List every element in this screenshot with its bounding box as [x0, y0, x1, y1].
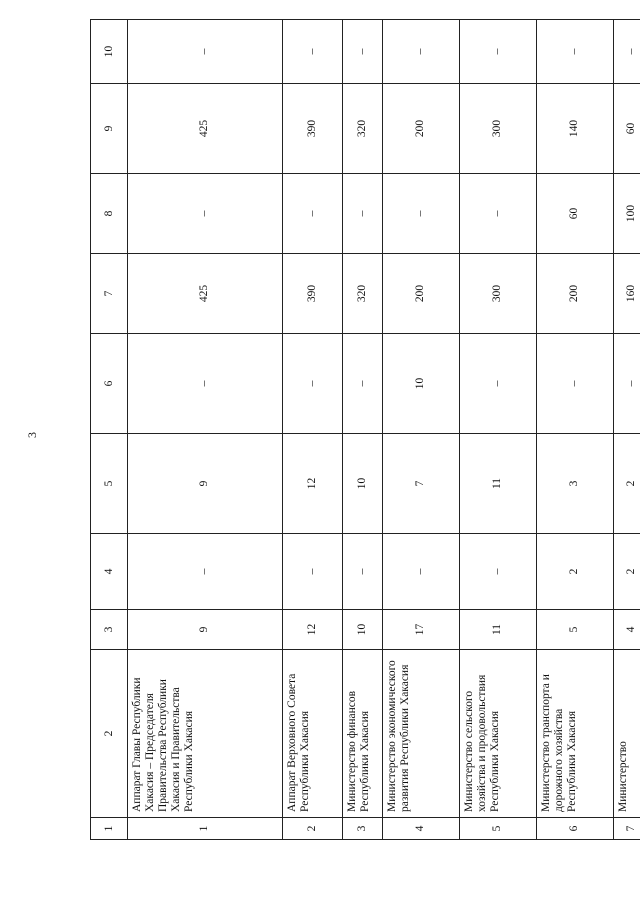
value-cell-col4: – — [128, 534, 282, 610]
table-row — [459, 20, 536, 840]
table-row — [342, 20, 382, 840]
value-cell-col5: 7 — [382, 434, 459, 534]
header-cell-4: 4 — [91, 534, 128, 610]
header-cell-7: 7 — [91, 254, 128, 334]
header-cell-2: 2 — [91, 650, 128, 818]
value-cell-col8: – — [382, 174, 459, 254]
header-row — [91, 20, 128, 840]
value-cell-col8: 100 — [613, 174, 640, 254]
value-cell-col8: – — [128, 174, 282, 254]
table-row — [282, 20, 342, 840]
value-cell-col3: 17 — [382, 610, 459, 650]
header-cell-9: 9 — [91, 84, 128, 174]
value-cell-col6: – — [282, 334, 342, 434]
value-cell-col8: – — [459, 174, 536, 254]
value-cell-col6: – — [459, 334, 536, 434]
data-table — [90, 19, 640, 840]
organization-name-cell: Министерство транспорта и дорожного хозяйства Республики Хакасия — [536, 650, 613, 818]
value-cell-col10: – — [128, 20, 282, 84]
value-cell-col5: 12 — [282, 434, 342, 534]
table-rotator — [90, 20, 640, 840]
value-cell-col8: 60 — [536, 174, 613, 254]
organization-name-cell: Министерство экономического развития Республики Хакасия — [382, 650, 459, 818]
table-row — [613, 20, 640, 840]
header-cell-1: 1 — [91, 818, 128, 840]
value-cell-col9: 60 — [613, 84, 640, 174]
value-cell-col9: 300 — [459, 84, 536, 174]
value-cell-col10: – — [382, 20, 459, 84]
organization-name-cell: Аппарат Главы Республики Хакасия – Председателя Правительства Республики Хакасия и Правительства Республики Хакасия — [128, 650, 282, 818]
value-cell-col9: 390 — [282, 84, 342, 174]
value-cell-col3: 10 — [342, 610, 382, 650]
value-cell-col5: 9 — [128, 434, 282, 534]
value-cell-col9: 425 — [128, 84, 282, 174]
organization-name-cell: Министерство — [613, 650, 640, 818]
header-cell-3: 3 — [91, 610, 128, 650]
header-cell-5: 5 — [91, 434, 128, 534]
value-cell-col8: – — [342, 174, 382, 254]
value-cell-col6: – — [128, 334, 282, 434]
value-cell-col5: 2 — [613, 434, 640, 534]
row-number-cell: 7 — [613, 818, 640, 840]
value-cell-col5: 10 — [342, 434, 382, 534]
value-cell-col9: 140 — [536, 84, 613, 174]
value-cell-col3: 9 — [128, 610, 282, 650]
value-cell-col4: – — [459, 534, 536, 610]
value-cell-col4: – — [342, 534, 382, 610]
row-number-cell: 1 — [128, 818, 282, 840]
value-cell-col3: 5 — [536, 610, 613, 650]
value-cell-col9: 320 — [342, 84, 382, 174]
value-cell-col10: – — [613, 20, 640, 84]
value-cell-col4: – — [382, 534, 459, 610]
value-cell-col7: 160 — [613, 254, 640, 334]
value-cell-col9: 200 — [382, 84, 459, 174]
row-number-cell: 6 — [536, 818, 613, 840]
table-row — [382, 20, 459, 840]
value-cell-col7: 320 — [342, 254, 382, 334]
value-cell-col6: – — [613, 334, 640, 434]
organization-name-cell: Министерство финансов Республики Хакасия — [342, 650, 382, 818]
value-cell-col7: 390 — [282, 254, 342, 334]
value-cell-col10: – — [342, 20, 382, 84]
value-cell-col6: – — [536, 334, 613, 434]
value-cell-col7: 425 — [128, 254, 282, 334]
value-cell-col6: 10 — [382, 334, 459, 434]
table-container — [90, 20, 640, 840]
value-cell-col5: 3 — [536, 434, 613, 534]
value-cell-col7: 200 — [536, 254, 613, 334]
row-number-cell: 2 — [282, 818, 342, 840]
value-cell-col6: – — [342, 334, 382, 434]
value-cell-col8: – — [282, 174, 342, 254]
page-number: 3 — [25, 432, 39, 438]
organization-name-cell: Аппарат Верховного Совета Республики Хакасия — [282, 650, 342, 818]
value-cell-col3: 11 — [459, 610, 536, 650]
row-number-cell: 4 — [382, 818, 459, 840]
value-cell-col7: 200 — [382, 254, 459, 334]
header-cell-8: 8 — [91, 174, 128, 254]
organization-name-cell: Министерство сельского хозяйства и продовольствия Республики Хакасия — [459, 650, 536, 818]
value-cell-col3: 4 — [613, 610, 640, 650]
table-row — [128, 20, 282, 840]
value-cell-col7: 300 — [459, 254, 536, 334]
value-cell-col4: 2 — [536, 534, 613, 610]
value-cell-col4: – — [282, 534, 342, 610]
table-row — [536, 20, 613, 840]
value-cell-col4: 2 — [613, 534, 640, 610]
value-cell-col10: – — [282, 20, 342, 84]
row-number-cell: 3 — [342, 818, 382, 840]
value-cell-col10: – — [459, 20, 536, 84]
header-cell-10: 10 — [91, 20, 128, 84]
value-cell-col3: 12 — [282, 610, 342, 650]
value-cell-col5: 11 — [459, 434, 536, 534]
row-number-cell: 5 — [459, 818, 536, 840]
value-cell-col10: – — [536, 20, 613, 84]
header-cell-6: 6 — [91, 334, 128, 434]
